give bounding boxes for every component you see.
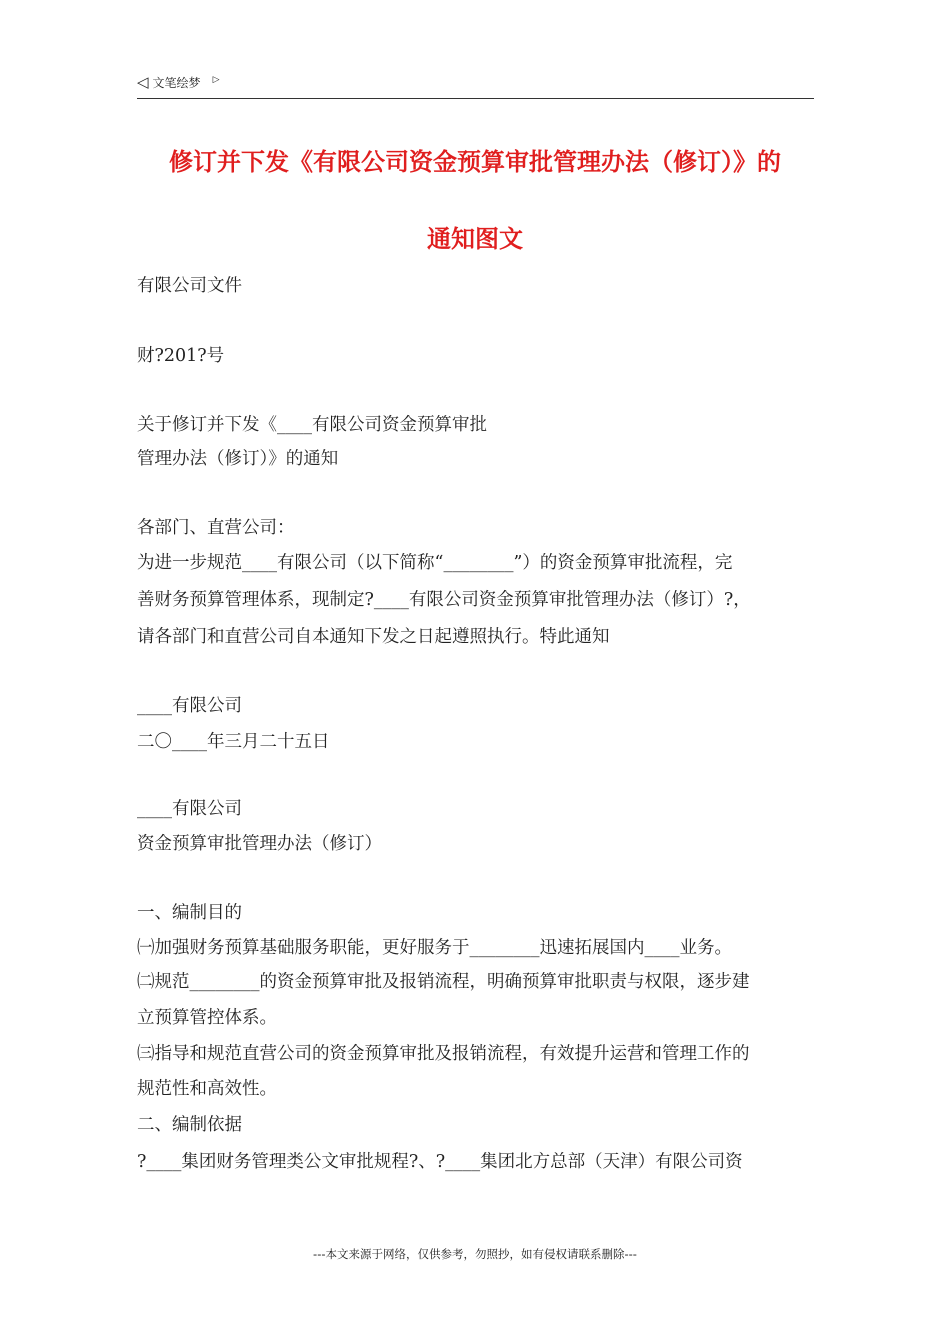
document-title-line-1: 修订并下发《有限公司资金预算审批管理办法（修订）》的 xyxy=(169,148,781,176)
list-item: ㈢指导和规范直营公司的资金预算审批及报销流程，有效提升运营和管理工作的 xyxy=(137,1044,750,1064)
salutation: 各部门、直营公司： xyxy=(137,518,295,538)
attachment-title: 资金预算审批管理办法（修订） xyxy=(137,834,382,854)
signature-date: 二〇____年三月二十五日 xyxy=(137,732,330,752)
page-header xyxy=(137,72,814,99)
header-brand xyxy=(137,74,219,91)
body-paragraph-line: 请各部门和直营公司自本通知下发之日起遵照执行。特此通知 xyxy=(137,627,610,647)
signature-company: ____有限公司 xyxy=(137,696,242,716)
section-heading: 二、编制依据 xyxy=(137,1115,242,1135)
footer-disclaimer: ---本文来源于网络，仅供参考，勿照抄，如有侵权请联系删除--- xyxy=(313,1247,637,1261)
list-item: ㈠加强财务预算基础服务职能，更好服务于________迅速拓展国内____业务。 xyxy=(137,938,732,958)
body-paragraph-line: 为进一步规范____有限公司（以下简称“________”）的资金预算审批流程，完 xyxy=(137,553,733,573)
list-item: ㈡规范________的资金预算审批及报销流程，明确预算审批职责与权限，逐步建 xyxy=(137,972,750,992)
list-item-continuation: 立预算管控体系。 xyxy=(137,1008,277,1028)
body-paragraph-line: ?____集团财务管理类公文审批规程?、?____集团北方总部（天津）有限公司资 xyxy=(137,1152,743,1172)
section-heading: 一、编制目的 xyxy=(137,903,242,923)
attachment-company: ____有限公司 xyxy=(137,799,242,819)
brand-text: 文笔绘梦 xyxy=(152,76,201,90)
notice-subject-line-1: 关于修订并下发《____有限公司资金预算审批 xyxy=(137,415,487,435)
document-title-line-2: 通知图文 xyxy=(427,225,523,253)
issuer-line: 有限公司文件 xyxy=(137,276,242,296)
body-paragraph-line: 善财务预算管理体系，现制定?____有限公司资金预算审批管理办法（修订）?， xyxy=(137,590,751,610)
document-number: 财?201?号 xyxy=(137,346,225,366)
notice-subject-line-2: 管理办法（修订）》的通知 xyxy=(137,449,339,469)
right-triangle-icon: ▷ xyxy=(212,74,220,85)
left-triangle-icon: ◁ xyxy=(137,73,149,91)
list-item-continuation: 规范性和高效性。 xyxy=(137,1079,277,1099)
